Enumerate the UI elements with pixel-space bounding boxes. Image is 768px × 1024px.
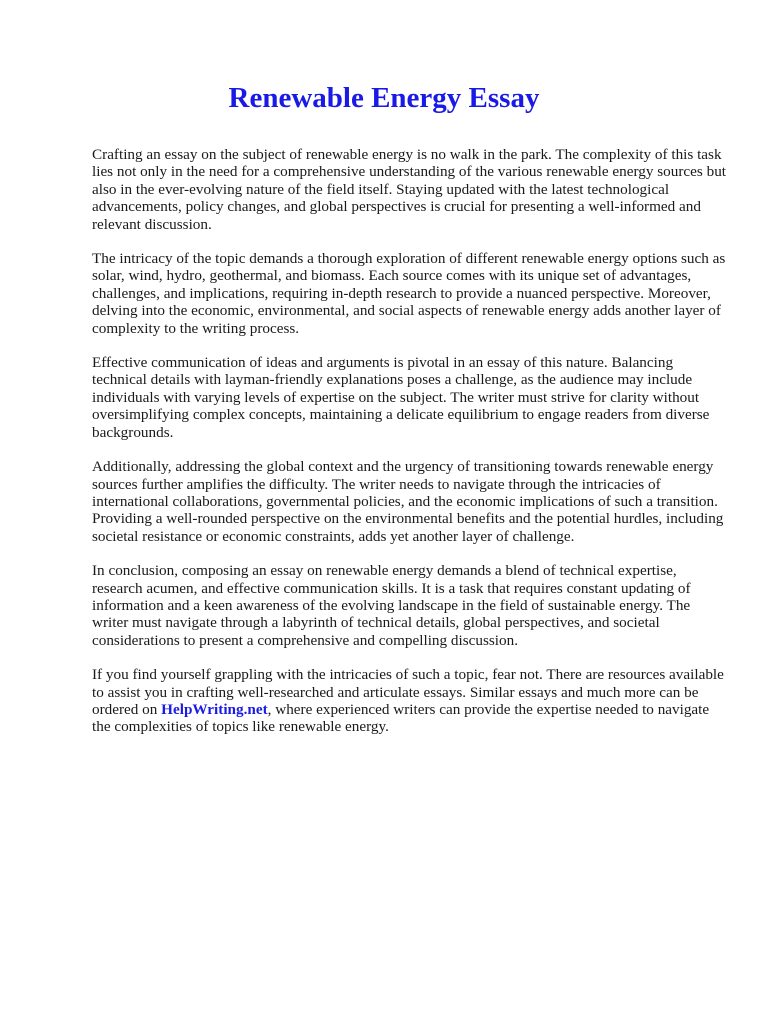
essay-body [92,146,728,753]
paragraph-2: The intricacy of the topic demands a thorough exploration of different renewable energy options such as solar, wind, hydro, geothermal, and biomass. Each source comes with its unique set of advantages, challenges, and implications, requiring in-depth research to provide a nuanced perspective. Moreover, delving into the economic, environmental, and social aspects of renewable energy adds another layer of complexity to the writing process. [92,250,726,337]
helpwriting-link[interactable]: HelpWriting.net [161,700,268,718]
paragraph-3: Effective communication of ideas and arguments is pivotal in an essay of this nature. Balancing technical details with layman-friendly explanations poses a challenge, as the audience may include individuals with varying levels of expertise on the subject. The writer must strive for clarity without oversimplifying complex concepts, maintaining a delicate equilibrium to engage readers from diverse backgrounds. [92,354,710,441]
paragraph-6-before-link: If you find yourself grappling with the intricacies of such a topic, fear not. There are resources available to assist you in crafting well-researched and articulate essays. Similar essays and much more can be ordered on [92,666,724,718]
paragraph-6 [92,666,728,736]
paragraph-4: Additionally, addressing the global context and the urgency of transitioning towards renewable energy sources further amplifies the difficulty. The writer needs to navigate through the intricacies of international collaborations, governmental policies, and the economic implications of such a transition. Providing a well-rounded perspective on the environmental benefits and the potential hurdles, including societal resistance or economic constraints, adds yet another layer of challenge. [92,458,724,545]
paragraph-6-after-link: , where experienced writers can provide the expertise needed to navigate the complexities of topics like renewable energy. [92,700,710,736]
paragraph-5: In conclusion, composing an essay on renewable energy demands a blend of technical expertise, research acumen, and effective communication skills. It is a task that requires constant updating of information and a keen awareness of the evolving landscape in the field of sustainable energy. The writer must navigate through a labyrinth of technical details, global perspectives, and societal considerations to present a comprehensive and compelling discussion. [92,562,691,649]
paragraph-1: Crafting an essay on the subject of renewable energy is no walk in the park. The complexity of this task lies not only in the need for a comprehensive understanding of the various renewable energy sources but also in the ever-evolving nature of the field itself. Staying updated with the latest technological advancements, policy changes, and global perspectives is crucial for presenting a well-informed and relevant discussion. [92,146,727,233]
document-title: Renewable Energy Essay [228,82,540,114]
